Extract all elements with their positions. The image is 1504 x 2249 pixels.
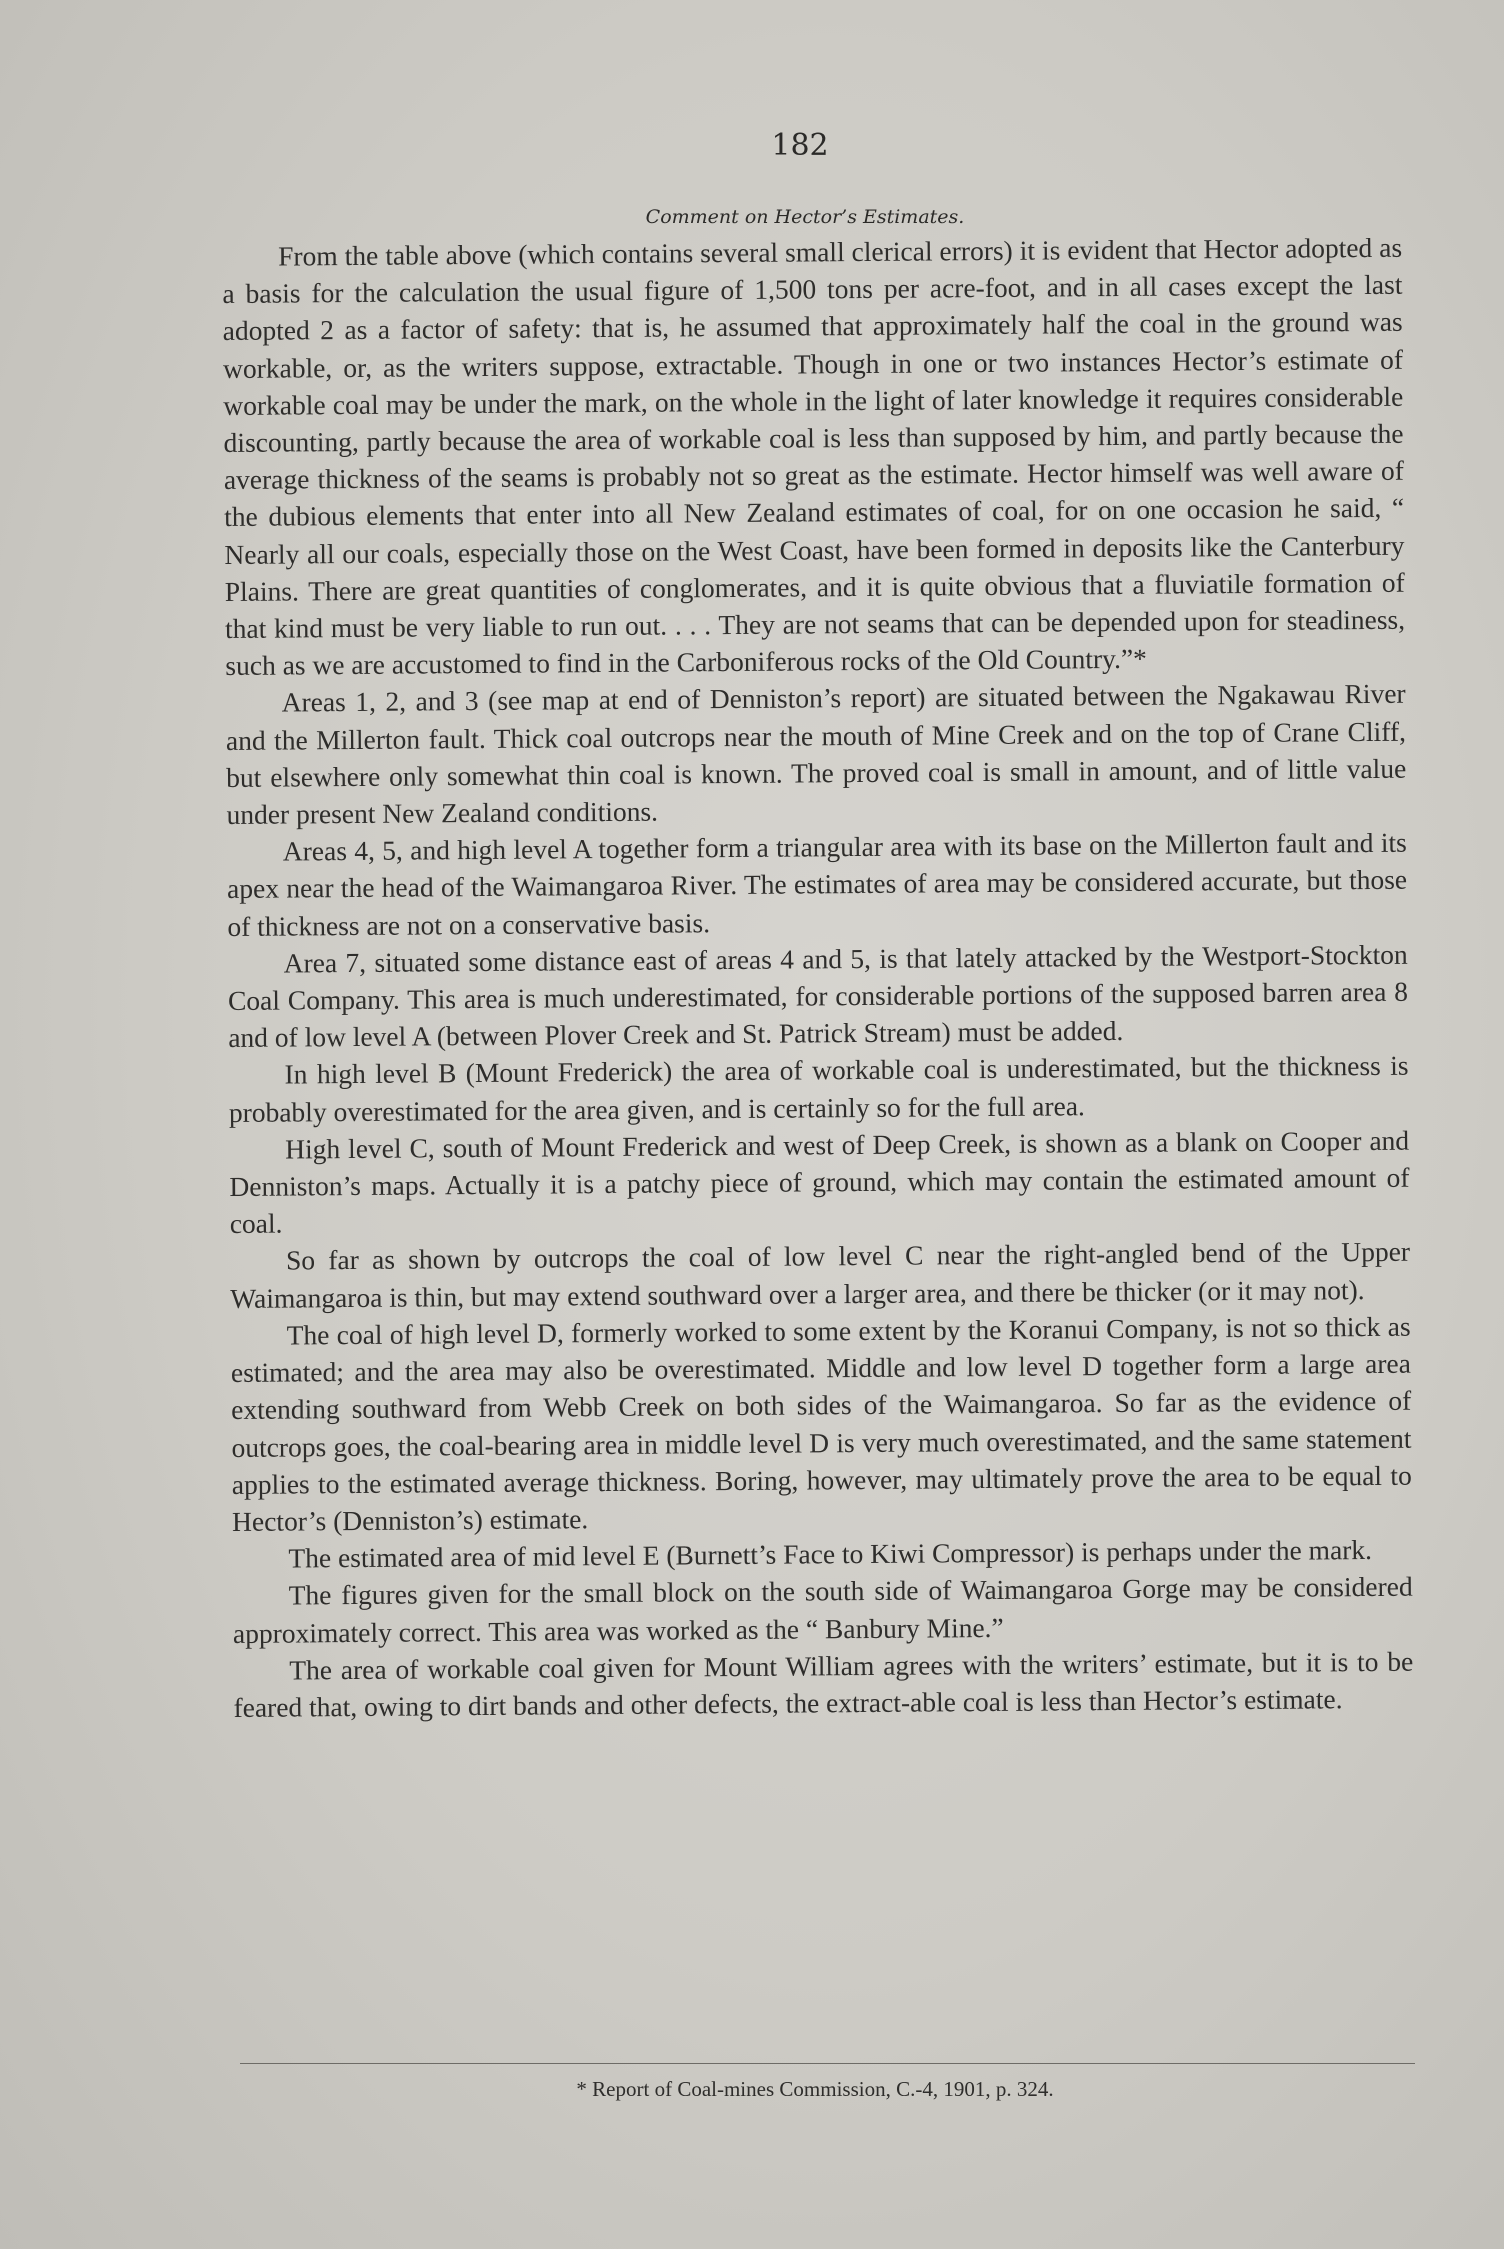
- paragraph-high-level-c: High level C, south of Mount Frederick and west of Deep Creek, is shown as a blank on Cooper and Denniston’s maps. Actually it is a patchy piece of ground, which may contain the estimated amount of coal.: [229, 1124, 1410, 1240]
- page-number: 182: [771, 128, 829, 163]
- paragraph-area-7: Area 7, situated some distance east of areas 4 and 5, is that lately attacked by the Westport-Stockton Coal Company. This area is much underestimated, for considerable portions of the supposed barren area 8 and of low level A (between Plover Creek and St. Patrick Stream) must be added.: [227, 938, 1409, 1054]
- paragraph-low-level-c: So far as shown by outcrops the coal of low level C near the right-angled bend of the Upper Waimangaroa is thin, but may extend southward over a larger area, and there be thicker (or it may not).: [230, 1236, 1411, 1314]
- paragraph-banbury-mine: The figures given for the small block on the south side of Waimangaroa Gorge may be considered approximately correct. This area was worked as the “ Banbury Mine.”: [232, 1571, 1413, 1649]
- paragraph-hector-estimates: From the table above (which contains several small clerical errors) it is evident that Hector adopted as a basis for the calculation the usual figure of 1,500 tons per acre-foot, and in all cases except the last adopted 2 as a factor of safety: that is, he assumed that approximately half the coal in the ground was workable, or, as the writers suppose, extractable. Though in one or two instances Hector’s estimate of workable coal may be under the mark, on the whole in the light of later knowledge it requires considerable discounting, partly because the area of workable coal is less than supposed by him, and partly because the average thickness of the seams is probably not so great as the estimate. Hector himself was well aware of the dubious elements that enter into all New Zealand estimates of coal, for on one occasion he said, “ Nearly all our coals, especially those on the West Coast, have been formed in deposits like the Canterbury Plains. There are great quantities of conglomerates, and it is quite obvious that a fluviatile formation of that kind must be very liable to run out. . . . They are not seams that can be depended upon for steadiness, such as we are accustomed to find in the Carboniferous rocks of the Old Country.”*: [222, 231, 1406, 682]
- paragraph-mount-william: The area of workable coal given for Mount William agrees with the writers’ estimate, but it is to be feared that, owing to dirt bands and other defects, the extract-able coal is less than Hector’s estimate.: [233, 1645, 1414, 1723]
- footnote: * Report of Coal-mines Commission, C.-4, 1901, p. 324.: [576, 2077, 1054, 2101]
- paragraph-areas-1-2-3: Areas 1, 2, and 3 (see map at end of Denniston’s report) are situated between the Ngakawau River and the Millerton fault. Thick coal outcrops near the mouth of Mine Creek and on the top of Crane Cliff, but elsewhere only somewhat thin coal is known. The proved coal is small in amount, and of little value under present New Zealand conditions.: [225, 678, 1407, 831]
- footnote-divider: [240, 2063, 1415, 2064]
- paragraph-areas-4-5: Areas 4, 5, and high level A together form a triangular area with its base on the Millerton fault and its apex near the head of the Waimangaroa River. The estimates of area may be considered accurate, but those of thickness are not on a conservative basis.: [226, 826, 1408, 942]
- section-heading: Comment on Hector’s Estimates.: [645, 206, 965, 228]
- paragraph-level-d: The coal of high level D, formerly worked to some extent by the Koranui Company, is not so thick as estimated; and the area may also be overestimated. Middle and low level D together form a large area extending southward from Webb Creek on both sides of the Waimangaroa. So far as the evidence of outcrops goes, the coal-bearing area in middle level D is very much overestimated, and the same statement applies to the estimated average thickness. Boring, however, may ultimately prove the area to be equal to Hector’s (Denniston’s) estimate.: [230, 1310, 1412, 1537]
- paragraph-mid-level-e: The estimated area of mid level E (Burnett’s Face to Kiwi Compressor) is perhaps under the mark.: [288, 1534, 1373, 1574]
- paragraph-high-level-b: In high level B (Mount Frederick) the area of workable coal is underestimated, but the thickness is probably overestimated for the area given, and is certainly so for the full area.: [228, 1050, 1409, 1128]
- body-text: [222, 229, 1414, 1726]
